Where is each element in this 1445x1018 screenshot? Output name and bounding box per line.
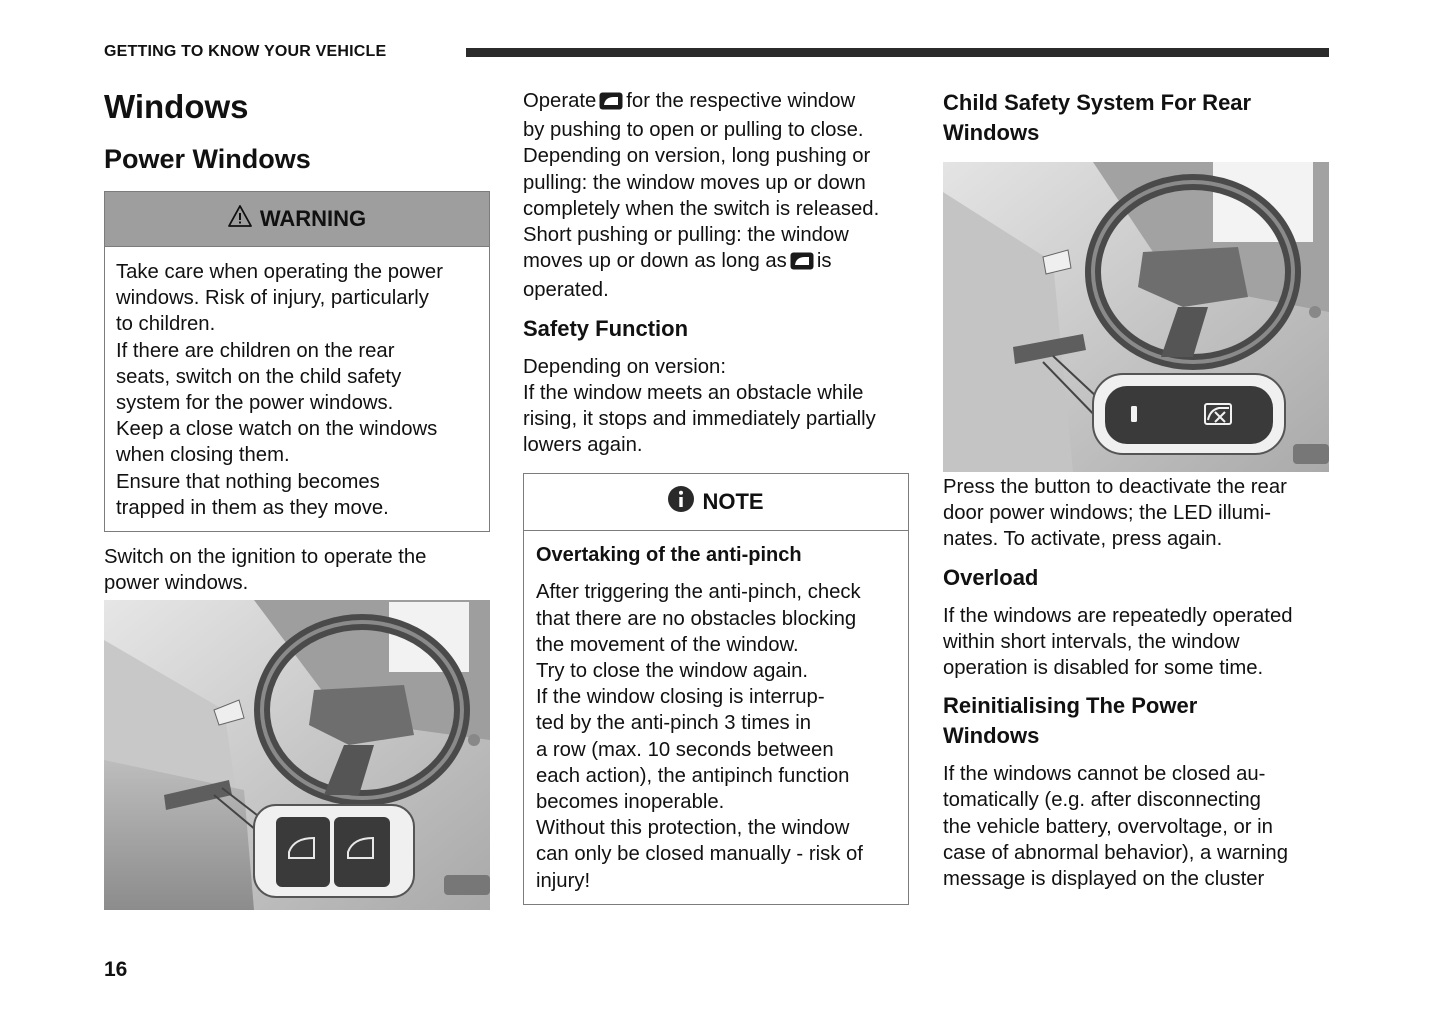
operate-line-1 <box>523 88 911 117</box>
reinitialising-title-line: Windows <box>943 723 1040 749</box>
safety-function-title: Safety Function <box>523 315 689 341</box>
page-title: Windows <box>104 88 249 125</box>
child-safety-line: nates. To activate, press again. <box>943 528 1223 551</box>
operate-line-8: operated. <box>523 279 609 302</box>
header-section-label: GETTING TO KNOW YOUR VEHICLE <box>104 43 387 60</box>
ignition-line: power windows. <box>104 572 249 595</box>
note-subheading: Overtaking of the anti-pinch <box>536 544 802 567</box>
section-title-power-windows: Power Windows <box>104 144 311 174</box>
reinitialising-line: the vehicle battery, overvoltage, or in <box>943 815 1273 838</box>
info-icon <box>668 486 694 518</box>
child-safety-title-line: Child Safety System For Rear <box>943 90 1252 115</box>
operate-line7-before-icon: moves up or down as long as <box>523 250 787 273</box>
warning-line: Take care when operating the power <box>116 261 443 283</box>
child-safety-line: door power windows; the LED illumi- <box>943 502 1272 525</box>
warning-line: system for the power windows. <box>116 392 394 415</box>
operate-line: completely when the switch is released. <box>523 197 880 220</box>
overload-title: Overload <box>943 564 1039 590</box>
child-safety-title <box>943 88 1329 148</box>
column-1 <box>104 86 490 910</box>
reinitialising-line: tomatically (e.g. after disconnecting <box>943 789 1261 812</box>
operate-line: Depending on version, long pushing or <box>523 145 871 168</box>
safety-text <box>523 354 911 459</box>
child-safety-title-line: Windows <box>943 120 1040 145</box>
operate-line7-after-icon: is <box>816 250 832 273</box>
child-safety-text <box>943 474 1329 553</box>
warning-line: Ensure that nothing becomes <box>116 470 380 493</box>
reinitialising-text <box>943 761 1329 892</box>
window-switch-icon <box>790 251 814 277</box>
warning-line: seats, switch on the child safety <box>116 365 402 388</box>
note-label: NOTE <box>702 489 764 515</box>
note-line: can only be closed manually - risk of <box>536 843 863 866</box>
operate-line: Short pushing or pulling: the window <box>523 224 849 247</box>
operate-before-icon: Operate <box>523 90 597 112</box>
warning-body <box>105 247 489 531</box>
header-rule <box>466 48 1329 57</box>
note-line: Without this protection, the window <box>536 817 850 840</box>
overload-line: If the windows are repeatedly operated <box>943 604 1293 627</box>
note-line: injury! <box>536 869 591 892</box>
operate-line-7 <box>523 248 911 277</box>
safety-line: lowers again. <box>523 434 643 457</box>
overload-line: operation is disabled for some time. <box>943 657 1264 680</box>
reinitialising-title <box>943 691 1329 751</box>
warning-line: trapped in them as they move. <box>116 496 389 519</box>
operate-text <box>523 88 911 304</box>
operate-line: by pushing to open or pulling to close. <box>523 119 864 142</box>
column-3 <box>943 88 1329 892</box>
safety-line: If the window meets an obstacle while <box>523 381 864 404</box>
note-text <box>536 579 896 893</box>
note-line: After triggering the anti-pinch, check <box>536 581 861 604</box>
ignition-text <box>104 544 490 596</box>
note-line: becomes inoperable. <box>536 791 725 814</box>
warning-box <box>104 191 490 532</box>
note-line: Try to close the window again. <box>536 660 809 683</box>
overload-line: within short intervals, the window <box>943 630 1240 653</box>
note-line: a row (max. 10 seconds between <box>536 738 834 761</box>
reinitialising-line: If the windows cannot be closed au- <box>943 763 1266 786</box>
page-number: 16 <box>104 958 128 981</box>
column-2 <box>523 88 911 905</box>
window-switch-icon <box>599 91 623 117</box>
ignition-line: Switch on the ignition to operate the <box>104 546 427 569</box>
child-safety-line: Press the button to deactivate the rear <box>943 476 1287 498</box>
operate-after-icon: for the respective window <box>626 90 856 112</box>
warning-line: If there are children on the rear <box>116 339 395 362</box>
warning-triangle-icon <box>228 205 252 233</box>
reinitialising-line: case of abnormal behavior), a warning <box>943 841 1288 864</box>
safety-line: rising, it stops and immediately partially <box>523 408 876 431</box>
reinitialising-title-line: Reinitialising The Power <box>943 693 1198 719</box>
warning-header <box>105 192 489 247</box>
window-switch-illustration <box>104 600 490 910</box>
note-body <box>524 531 908 903</box>
operate-line: pulling: the window moves up or down <box>523 171 866 194</box>
warning-line: when closing them. <box>116 444 290 467</box>
note-header <box>524 474 908 531</box>
child-lock-button-illustration <box>943 162 1329 472</box>
reinitialising-line: message is displayed on the cluster <box>943 868 1265 891</box>
warning-line: to children. <box>116 313 216 336</box>
note-box <box>523 473 909 904</box>
warning-label: WARNING <box>259 206 367 231</box>
warning-line: Keep a close watch on the windows <box>116 418 438 441</box>
note-line: that there are no obstacles blocking <box>536 607 857 630</box>
note-line: each action), the antipinch function <box>536 764 850 787</box>
note-line: ted by the anti-pinch 3 times in <box>536 712 812 735</box>
overload-text <box>943 603 1329 682</box>
safety-line: Depending on version: <box>523 355 726 378</box>
note-line: the movement of the window. <box>536 633 799 656</box>
note-line: If the window closing is interrup- <box>536 686 825 709</box>
warning-line: windows. Risk of injury, particularly <box>116 287 429 310</box>
